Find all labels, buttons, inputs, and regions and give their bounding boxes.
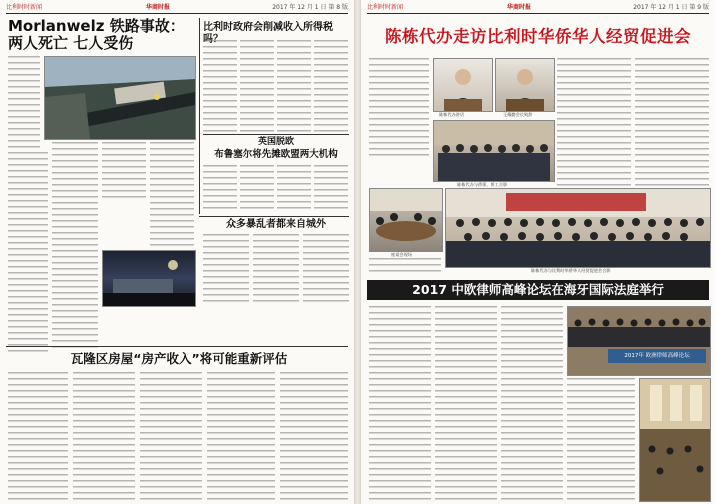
story-wallonia-body-col4 [207,372,275,500]
story-divider [203,134,349,135]
speaker-illustration [434,59,492,111]
headline-line-2: 两人死亡 七人受伤 [8,34,134,53]
story-rioters-body-col1 [203,234,249,306]
story-morlanwelz-body-col1 [8,56,40,148]
right-page-header [367,3,709,14]
left-header-masthead: 比利时时新闻 [6,4,43,11]
story-chendong-body-col4 [369,258,441,276]
right-header-date: 2017 年 12 月 1 日 第 9 版 [633,4,709,11]
story-wallonia-body-col5 [280,372,348,500]
story-morlanwelz-body-col4 [102,142,146,202]
photo-meeting-room [369,188,443,252]
story-income-tax-body-col4 [314,40,348,132]
story-wallonia-body-col2 [73,372,135,500]
story-income-tax-headline: 比利时政府会削减收入所得税吗？ [203,22,333,45]
forum-banner: 2017年 欧洲律师高峰论坛 [608,349,706,363]
story-rioters-body-col2 [253,234,299,306]
story-morlanwelz-body-col5 [150,142,194,246]
story-brexit-body-col1 [203,165,237,211]
story-chendong-headline: 陈栋代办走访比利时华侨华人经贸促进会 [385,27,691,46]
photo-forum-group [567,306,711,376]
story-rioters-body-col3 [303,234,349,306]
caption-association-group: 陈栋代办与比利时华侨华人经贸促进会合影 [531,268,611,273]
train-accident-illustration [45,57,195,139]
story-brexit-kicker: 英国脱欧 [257,137,294,147]
story-chendong-body-col1 [369,58,429,158]
story-forum-body-col1 [369,306,431,500]
column-divider [199,18,200,214]
caption-group-delegation: 陈栋代办与侨领、侨工合影 [457,182,508,187]
story-divider [6,346,348,347]
caption-chen-speech: 陈栋代办讲话 [439,112,465,117]
story-morlanwelz-body-col2 [8,152,48,352]
story-wallonia-headline: 瓦隆区房屋“房产收入”将可能重新评估 [70,351,288,366]
story-morlanwelz-headline [8,18,198,53]
train-accident-photo [44,56,196,140]
story-wallonia-body-col1 [8,372,68,500]
caption-wang-speech: 王耀勤会长致辞 [503,112,533,117]
night-scene-photo [102,250,196,307]
story-brexit-headline: 布鲁塞尔将先摊欧盟两大机构 [214,149,338,160]
page-gutter [354,0,361,504]
story-forum-body-col2 [435,306,497,500]
story-morlanwelz-body-col3 [52,142,98,352]
headline-line-1: Morlanwelz 铁路事故： [8,17,185,35]
hall-illustration [640,379,710,501]
forum-headline-banner [367,280,709,300]
story-brexit-body-col3 [277,165,311,211]
group-people-illustration [434,121,554,181]
story-forum-headline: 2017 中欧律师高峰论坛在海牙国际法庭举行 [412,282,664,297]
speaker-illustration [496,59,554,111]
story-income-tax-body-col3 [277,40,311,132]
story-divider [199,216,349,217]
story-forum-body-col4 [567,378,635,500]
story-chendong-body-col3 [635,58,709,186]
right-header-paper-name: 华商时报 [507,4,532,11]
story-wallonia-body-col3 [140,372,202,500]
left-header-date: 2017 年 12 月 1 日 第 8 版 [272,4,348,11]
caption-meeting: 座谈会现场 [391,252,412,257]
left-page-header [6,3,348,14]
photo-forum-hall [639,378,711,502]
story-forum-body-col3 [501,306,563,500]
right-header-masthead: 比利时时新闻 [367,4,404,11]
story-income-tax-body-col2 [240,40,274,132]
story-brexit-body-col2 [240,165,274,211]
photo-association-group [445,188,711,268]
photo-chen-speech [433,58,493,112]
story-chendong-body-col2 [557,58,631,186]
story-rioters-headline: 众多暴乱者都来自城外 [226,219,326,230]
forum-group-illustration [568,307,710,375]
photo-group-delegation [433,120,555,182]
right-newspaper-page [361,0,715,504]
meeting-table-illustration [370,189,442,251]
large-group-illustration [446,189,710,267]
left-newspaper-page [0,0,354,504]
story-income-tax-body-col1 [203,40,237,132]
story-brexit-body-col4 [314,165,348,211]
left-header-paper-name: 华商时报 [146,4,171,11]
night-scene-illustration [103,251,195,306]
photo-wang-speech [495,58,555,112]
